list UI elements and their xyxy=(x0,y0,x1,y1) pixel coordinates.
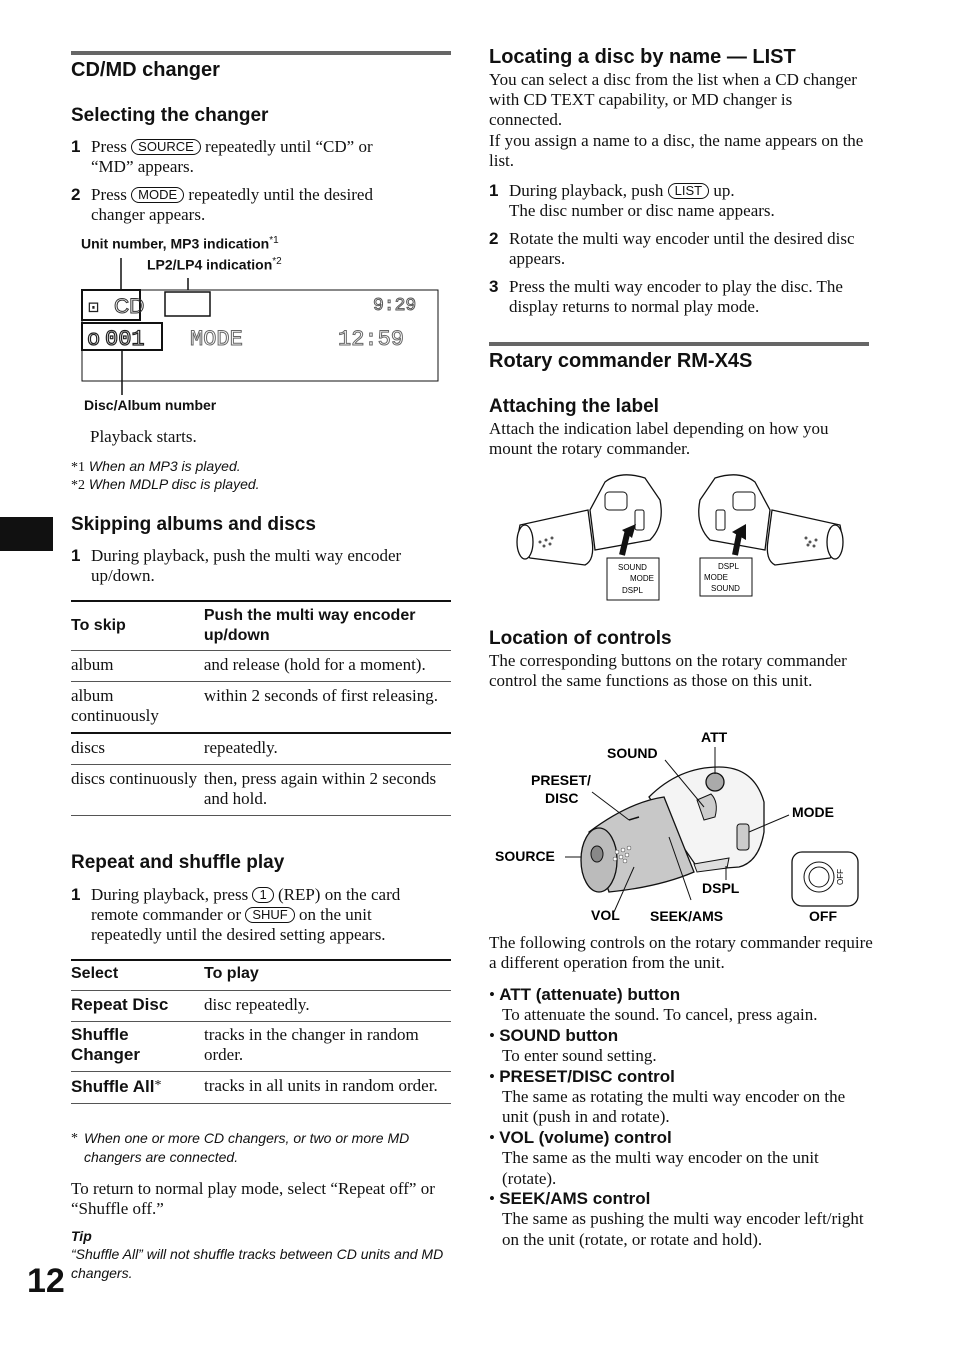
return-note: To return to normal play mode, select “Repeat off” or “Shuffle off.” xyxy=(71,1179,435,1218)
playback-starts: Playback starts. xyxy=(90,427,197,446)
shuf-key: SHUF xyxy=(245,907,294,923)
following-text: The following controls on the rotary commander require a different operation from the unit. xyxy=(489,933,873,972)
heading-selecting: Selecting the changer xyxy=(71,105,269,126)
svg-text:9:29: 9:29 xyxy=(373,296,417,316)
label-b-line2: MODE xyxy=(704,573,728,582)
commander-left-drawing xyxy=(517,475,661,565)
callout-sound: SOUND xyxy=(607,745,658,761)
svg-text:o: o xyxy=(87,327,101,352)
location-text: The corresponding buttons on the rotary commander control the same functions as those on this unit. xyxy=(489,651,847,690)
footnote-1: *1 When an MP3 is played. xyxy=(71,458,241,475)
svg-text:001: 001 xyxy=(105,327,145,352)
list-item: • SOUND button To enter sound setting. xyxy=(489,1025,657,1066)
table-row: album and release (hold for a moment). xyxy=(71,651,451,682)
shuffle-table xyxy=(71,959,451,1104)
shuffle-footnote: * When one or more CD changers, or two or more MD changers are connected. xyxy=(71,1130,410,1165)
attach-text: Attach the indication label depending on how you mount the rotary commander. xyxy=(489,419,829,458)
callout-mode: MODE xyxy=(792,804,834,820)
callout-att: ATT xyxy=(701,729,728,745)
step-number: 2 xyxy=(71,185,81,204)
display-diagram xyxy=(78,250,443,410)
table-row: discs continuously then, press again within 2 seconds and hold. xyxy=(71,765,451,816)
skip-table xyxy=(71,600,451,816)
label-b-line1: DSPL xyxy=(718,562,739,571)
list-key: LIST xyxy=(668,183,709,199)
table-header-row: To skip Push the multi way encoder up/down xyxy=(71,601,451,651)
list-item: • VOL (volume) control The same as the multi way encoder on the unit (rotate). xyxy=(489,1127,819,1188)
list-item: • PRESET/DISC control The same as rotating the multi way encoder on the unit (push in and rotate). xyxy=(489,1066,846,1127)
table-row: album continuously within 2 seconds of first releasing. xyxy=(71,682,451,734)
heading-attaching: Attaching the label xyxy=(489,396,659,417)
table-row: discs repeatedly. xyxy=(71,733,451,765)
off-small-text: OFF xyxy=(836,869,845,885)
commander-right-drawing xyxy=(699,475,843,565)
svg-text:MODE: MODE xyxy=(190,327,243,352)
page-number: 12 xyxy=(27,1262,65,1300)
heading-skipping: Skipping albums and discs xyxy=(71,514,316,535)
page-tab-marker xyxy=(0,517,53,551)
label-disc-album: Disc/Album number xyxy=(84,397,217,413)
controls-bullet-list xyxy=(489,985,874,1250)
step-number: 3 xyxy=(489,277,499,296)
step-number: 2 xyxy=(489,229,499,248)
heading-list: Locating a disc by name — LIST xyxy=(489,46,796,68)
table-row: Shuffle Changer tracks in the changer in random order. xyxy=(71,1022,451,1072)
svg-text:12:59: 12:59 xyxy=(338,327,405,352)
rep-key: 1 xyxy=(252,887,273,903)
callout-preset: PRESET/ xyxy=(531,772,591,788)
table-row: Repeat Disc disc repeatedly. xyxy=(71,991,451,1022)
svg-text:CD: CD xyxy=(114,295,145,318)
callout-source: SOURCE xyxy=(495,848,555,864)
label-unit-number: Unit number, MP3 indication$^{*1}$ xyxy=(81,235,279,252)
svg-text:⊡: ⊡ xyxy=(88,299,99,319)
callout-seek: SEEK/AMS xyxy=(650,908,724,924)
source-key: SOURCE xyxy=(131,139,201,155)
section-title-rotary: Rotary commander RM-X4S xyxy=(489,350,753,372)
section-title-cdmd: CD/MD changer xyxy=(71,59,220,81)
list-item: • SEEK/AMS control The same as pushing the multi way encoder left/right on the unit (rotate, or rotate and hold). xyxy=(489,1189,864,1249)
controls-illustration xyxy=(489,722,869,932)
label-a-line3: DSPL xyxy=(622,586,643,595)
table-row: Shuffle All* tracks in all units in random order. xyxy=(71,1072,451,1104)
tip-label: Tip xyxy=(71,1228,92,1244)
callout-dspl: DSPL xyxy=(702,880,740,896)
list-item: • ATT (attenuate) button To attenuate the sound. To cancel, press again. xyxy=(489,985,818,1025)
footnote-2: *2 When MDLP disc is played. xyxy=(71,476,260,493)
callout-disc: DISC xyxy=(545,790,579,806)
label-a-line2: MODE xyxy=(630,574,654,583)
mode-key: MODE xyxy=(131,187,184,203)
heading-location: Location of controls xyxy=(489,628,672,649)
callout-off: OFF xyxy=(809,908,837,924)
label-b-line3: SOUND xyxy=(711,584,740,593)
step-number: 1 xyxy=(71,885,81,904)
section-rule-left xyxy=(71,51,451,55)
callout-vol: VOL xyxy=(591,907,620,923)
section-rule-right xyxy=(489,342,869,346)
list-intro: You can select a disc from the list when a CD changer with CD TEXT capability, or MD changer is connected. xyxy=(489,70,857,129)
heading-repeat: Repeat and shuffle play xyxy=(71,852,285,873)
step-number: 1 xyxy=(71,137,81,156)
tip-text: “Shuffle All” will not shuffle tracks between CD units and MD changers. xyxy=(71,1246,444,1281)
step-number: 1 xyxy=(71,546,81,565)
table-header-row: Select To play xyxy=(71,960,451,991)
list-intro-2: If you assign a name to a disc, the name appears on the list. xyxy=(489,131,864,170)
label-a-line1: SOUND xyxy=(618,563,647,572)
label-illustration xyxy=(510,470,850,605)
step-number: 1 xyxy=(489,181,499,200)
label-lp-indication: LP2/LP4 indication$^{*2}$ xyxy=(147,256,282,273)
